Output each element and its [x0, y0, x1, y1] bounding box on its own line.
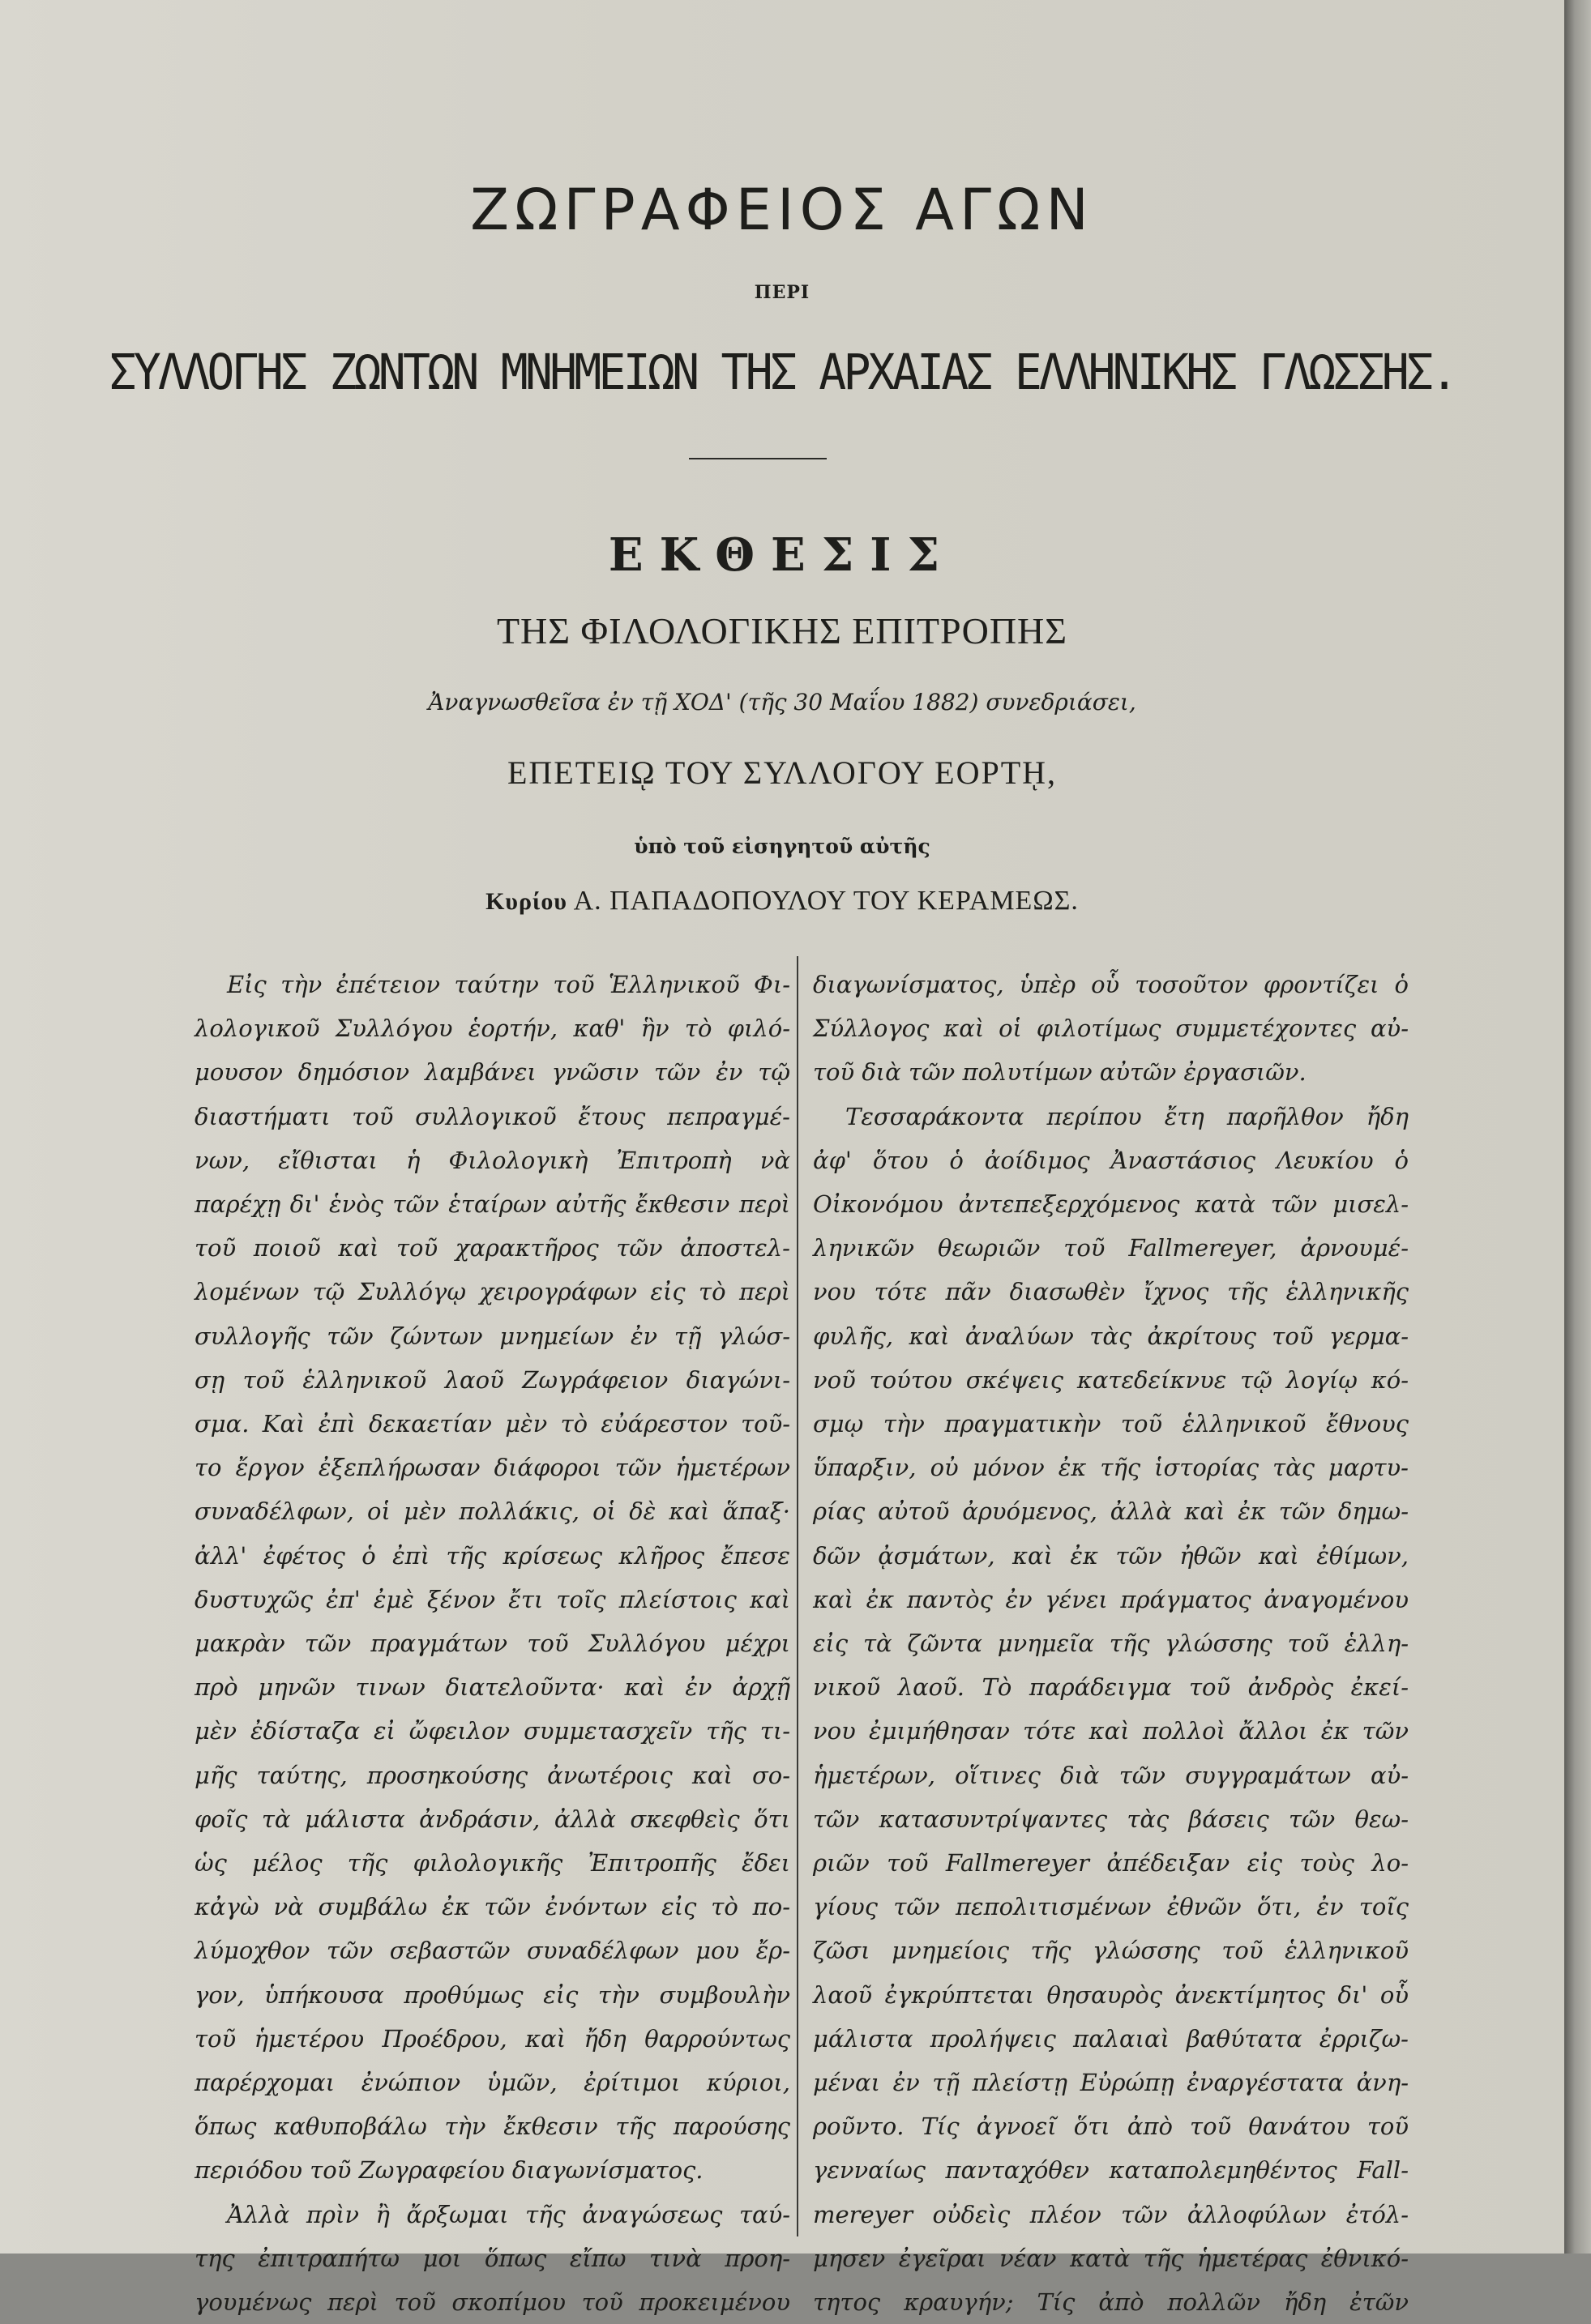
left-column-line: σῃ τοῦ ἑλληνικοῦ λαοῦ Ζωγράφειον διαγώνι-	[195, 1365, 790, 1394]
right-column-line: τοῦ διὰ τῶν πολυτίμων αὐτῶν ἐργασιῶν.	[813, 1058, 1307, 1087]
right-column-line: δῶν ᾀσμάτων, καὶ ἐκ τῶν ἠθῶν καὶ ἐθίμων,	[813, 1541, 1409, 1570]
author-name: Α. ΠΑΠΑΔΟΠΟΥΛΟΥ ΤΟΥ ΚΕΡΑΜΕΩΣ.	[573, 886, 1079, 916]
right-column-line: Τεσσαράκοντα περίπου ἔτη παρῆλθον ἤδη	[845, 1102, 1409, 1130]
left-column-line: λομένων τῷ Συλλόγῳ χειρογράφων εἰς τὸ περὶ	[195, 1278, 790, 1306]
left-column-line: ὡς μέλος τῆς φιλολογικῆς Ἐπιτροπῆς ἔδει	[195, 1849, 790, 1878]
left-column-line: γουμένως περὶ τοῦ σκοπίμου τοῦ προκειμένου	[195, 2288, 790, 2317]
left-column-line: μακρὰν τῶν πραγμάτων τοῦ Συλλόγου μέχρι	[195, 1630, 790, 1658]
right-column-line: τητος κραυγήν; Τίς ἀπὸ πολλῶν ἤδη ἐτῶν	[813, 2288, 1409, 2317]
right-column-line: γενναίως πανταχόθεν καταπολεμηθέντος Fall-	[813, 2156, 1409, 2185]
right-column-line: νου ἐμιμήθησαν τότε καὶ πολλοὶ ἄλλοι ἐκ τῶν	[813, 1717, 1409, 1745]
right-column-line: μάλιστα προλήψεις παλαιαὶ βαθύτατα ἐρριζω-	[813, 2024, 1409, 2053]
left-column-line: νων, εἴθισται ἡ Φιλολογικὴ Ἐπιτροπὴ νὰ	[195, 1146, 790, 1174]
left-column-line: ἀλλ' ἐφέτος ὁ ἐπὶ τῆς κρίσεως κλῆρος ἔπεσε	[195, 1541, 790, 1570]
right-column-line: ἀφ' ὅτου ὁ ἀοίδιμος Ἀναστάσιος Λευκίου ὁ	[813, 1146, 1409, 1174]
left-column-line: ὅπως καθυποβάλω τὴν ἔκθεσιν τῆς παρούσης	[195, 2113, 790, 2141]
left-column-line: μουσον δημόσιον λαμβάνει γνῶσιν τῶν ἐν τῷ	[195, 1058, 790, 1087]
right-column-line: τῶν κατασυντρίψαντες τὰς βάσεις τῶν θεω-	[813, 1805, 1409, 1833]
title-rule	[689, 458, 827, 459]
right-column-line: εἰς τὰ ζῶντα μνημεῖα τῆς γλώσσης τοῦ ἑλλη-	[813, 1630, 1409, 1658]
right-column-line: ὕπαρξιν, οὐ μόνον ἐκ τῆς ἱστορίας τὰς μαρτυ-	[813, 1454, 1409, 1482]
peri-label: ΠΕΡΙ	[754, 282, 810, 303]
right-column-line: Οἰκονόμου ἀντεπεξερχόμενος κατὰ τῶν μισελ-	[813, 1190, 1409, 1219]
left-column-line: συλλογῆς τῶν ζώντων μνημείων ἐν τῇ γλώσ-	[195, 1322, 790, 1350]
right-column-line: διαγωνίσματος, ὑπὲρ οὗ τοσοῦτον φροντίζει ὁ	[813, 971, 1409, 998]
left-column-line: το ἔργον ἐξεπλήρωσαν διάφοροι τῶν ἡμετέρων	[195, 1454, 790, 1482]
right-column-line: μέναι ἐν τῇ πλείστῃ Εὐρώπῃ ἐναργέστατα ἀνη-	[813, 2069, 1409, 2097]
right-column-line: λαοῦ ἐγκρύπτεται θησαυρὸς ἀνεκτίμητος δι' οὗ	[813, 1980, 1409, 2009]
occasion-line: ΕΠΕΤΕΙῼ ΤΟΥ ΣΥΛΛΟΓΟΥ ΕΟΡΤῌ,	[507, 754, 1058, 791]
left-column-line: τοῦ ποιοῦ καὶ τοῦ χαρακτῆρος τῶν ἀποστελ-	[195, 1234, 790, 1262]
left-column-line: παρέρχομαι ἐνώπιον ὑμῶν, ἐρίτιμοι κύριοι,	[195, 2069, 790, 2097]
read-at-line: Ἀναγνωσθεῖσα ἐν τῇ ΧΟΔ' (τῆς 30 Μαΐου 1882) συνεδριάσει,	[428, 689, 1136, 716]
right-column-line: ροῦντο. Τίς ἀγνοεῖ ὅτι ἀπὸ τοῦ θανάτου τοῦ	[813, 2113, 1409, 2141]
left-column	[195, 963, 790, 2317]
right-column-line: mereyer οὐδεὶς πλέον τῶν ἀλλοφύλων ἐτόλ-	[813, 2200, 1409, 2228]
right-column-line: φυλῆς, καὶ ἀναλύων τὰς ἀκρίτους τοῦ γερμα-	[813, 1322, 1409, 1350]
left-column-line: γον, ὑπήκουσα προθύμως εἰς τὴν συμβουλὴν	[195, 1980, 790, 2009]
author-line	[0, 886, 1564, 916]
left-column-line: μῆς ταύτης, προσηκούσης ἀνωτέροις καὶ σο-	[195, 1761, 790, 1789]
right-column-line: ζῶσι μνημείοις τῆς γλώσσης τοῦ ἑλληνικοῦ	[813, 1937, 1409, 1965]
right-column-line: γίους τῶν πεπολιτισμένων ἐθνῶν ὅτι, ἐν τοῖς	[813, 1893, 1409, 1921]
left-column-line: Εἰς τὴν ἐπέτειον ταύτην τοῦ Ἑλληνικοῦ Φι-	[227, 971, 790, 998]
report-title: ΕΚΘΕΣΙΣ	[608, 528, 956, 582]
right-column-line: ριῶν τοῦ Fallmereyer ἀπέδειξαν εἰς τοὺς λο-	[813, 1849, 1409, 1878]
right-column-line: ρίας αὐτοῦ ἀρυόμενος, ἀλλὰ καὶ ἐκ τῶν δημω-	[813, 1497, 1409, 1526]
left-column-line: περιόδου τοῦ Ζωγραφείου διαγωνίσματος.	[195, 2156, 704, 2185]
left-column-line: λύμοχθον τῶν σεβαστῶν συναδέλφων μου ἔρ-	[195, 1937, 790, 1965]
committee-line: ΤΗΣ ΦΙΛΟΛΟΓΙΚΗΣ ΕΠΙΤΡΟΠΗΣ	[496, 610, 1068, 651]
subtitle: ΣΥΛΛΟΓΗΣ ΖΩΝΤΩΝ ΜΝΗΜΕΙΩΝ ΤΗΣ ΑΡΧΑΙΑΣ ΕΛΛΗΝΙΚΗΣ ΓΛΩΣΣΗΣ.	[109, 344, 1456, 401]
book-spine-edge	[1564, 0, 1591, 2254]
left-column-line: διαστήματι τοῦ συλλογικοῦ ἔτους πεπραγμέ-	[195, 1102, 790, 1130]
left-column-line: κἀγὼ νὰ συμβάλω ἐκ τῶν ἐνόντων εἰς τὸ πο-	[195, 1893, 790, 1921]
right-column-line: νικοῦ λαοῦ. Τὸ παράδειγμα τοῦ ἀνδρὸς ἐκεί-	[813, 1673, 1409, 1702]
by-line: ὑπὸ τοῦ εἰσηγητοῦ αὐτῆς	[634, 835, 930, 858]
right-column-line: ἡμετέρων, οἵτινες διὰ τῶν συγγραμάτων αὐ-	[813, 1761, 1409, 1789]
left-column-line: πρὸ μηνῶν τινων διατελοῦντα· καὶ ἐν ἀρχῇ	[195, 1673, 790, 1702]
left-column-line: δυστυχῶς ἐπ' ἐμὲ ξένον ἔτι τοῖς πλείστοις καὶ	[195, 1585, 790, 1613]
author-prefix: Κυρίου	[485, 888, 567, 915]
left-column-line: Ἀλλὰ πρὶν ἢ ἄρξωμαι τῆς ἀναγώσεως ταύ-	[227, 2200, 790, 2228]
left-column-line: μὲν ἐδίσταζα εἰ ὤφειλον συμμετασχεῖν τῆς τι-	[195, 1717, 790, 1745]
right-column-line: καὶ ἐκ παντὸς ἐν γένει πράγματος ἀναγομένου	[813, 1585, 1409, 1613]
left-column-line: συναδέλφων, οἱ μὲν πολλάκις, οἱ δὲ καὶ ἅπαξ·	[195, 1497, 790, 1526]
column-divider	[797, 956, 798, 2236]
right-column-line: μησεν ἐγεῖραι νέαν κατὰ τῆς ἡμετέρας ἐθνικό-	[813, 2244, 1409, 2272]
left-column-line: φοῖς τὰ μάλιστα ἀνδράσιν, ἀλλὰ σκεφθεὶς ὅτι	[195, 1805, 790, 1833]
main-title: ΖΩΓΡΑΦΕΙΟΣ ΑΓΩΝ	[470, 177, 1094, 243]
left-column-line: σμα. Καὶ ἐπὶ δεκαετίαν μὲν τὸ εὐάρεστον τοῦ-	[195, 1410, 790, 1438]
right-column-line: νοῦ τούτου σκέψεις κατεδείκνυε τῷ λογίῳ κό-	[813, 1365, 1409, 1394]
right-column-line: ληνικῶν θεωριῶν τοῦ Fallmereyer, ἀρνουμέ-	[813, 1234, 1409, 1262]
left-column-line: παρέχῃ δι' ἑνὸς τῶν ἑταίρων αὐτῆς ἔκθεσιν περὶ	[195, 1190, 790, 1219]
left-column-line: τοῦ ἡμετέρου Προέδρου, καὶ ἤδη θαρρούντως	[195, 2024, 790, 2053]
right-column	[813, 963, 1409, 2317]
right-column-line: Σύλλογος καὶ οἱ φιλοτίμως συμμετέχοντες αὐ-	[813, 1015, 1409, 1043]
left-column-line: λολογικοῦ Συλλόγου ἑορτήν, καθ' ἣν τὸ φιλό-	[195, 1015, 790, 1043]
right-column-line: σμῳ τὴν πραγματικὴν τοῦ ἑλληνικοῦ ἔθνους	[813, 1410, 1409, 1438]
right-column-line: νου τότε πᾶν διασωθὲν ἴχνος τῆς ἑλληνικῆς	[813, 1278, 1409, 1306]
left-column-line: της ἐπιτραπήτω μοι ὅπως εἴπω τινὰ προη-	[195, 2244, 790, 2272]
